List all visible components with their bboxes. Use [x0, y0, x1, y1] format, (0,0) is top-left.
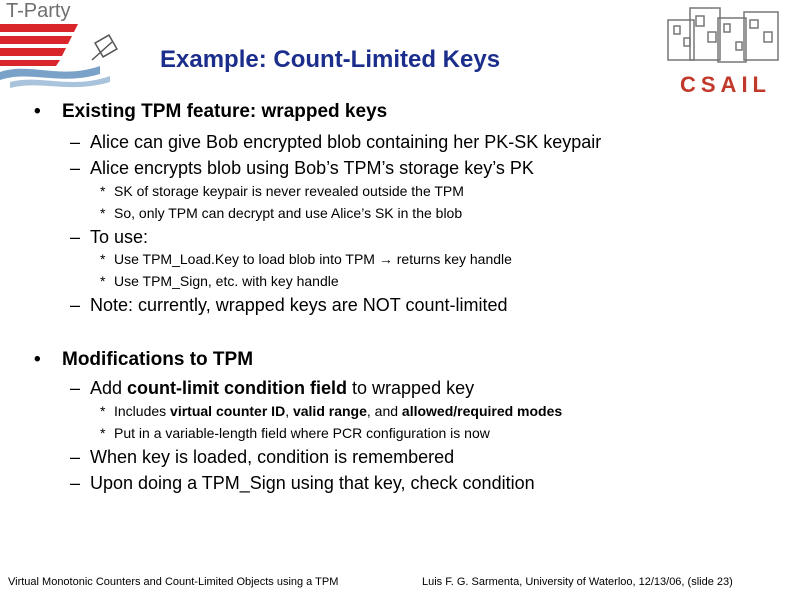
sub-sub-item — [100, 251, 512, 267]
sub-sub-text: So, only TPM can decrypt and use Alice’s SK in the blob — [114, 205, 463, 221]
dash-marker: – — [70, 378, 81, 398]
tparty-logo-icon — [0, 20, 140, 90]
dash-marker: – — [70, 227, 81, 247]
sub-sub-text: Includes — [114, 403, 171, 419]
sub-item — [70, 473, 535, 494]
star-marker: * — [100, 273, 106, 289]
csail-logo-text: CSAIL — [680, 72, 771, 97]
sub-text: Alice encrypts blob using Bob’s TPM’s storage key’s PK — [90, 158, 534, 178]
dash-marker: – — [70, 473, 81, 493]
star-marker: * — [100, 205, 106, 221]
sub-sub-text-bold: allowed/required modes — [401, 403, 563, 419]
dash-marker: – — [70, 447, 81, 467]
sub-item — [70, 132, 601, 153]
sub-sub-item — [100, 425, 490, 441]
sub-text: Note: currently, wrapped keys are NOT count-limited — [90, 295, 508, 315]
sub-sub-text-bold: virtual counter ID — [170, 403, 286, 419]
sub-sub-item — [100, 403, 562, 419]
sub-sub-text: returns key handle — [396, 251, 512, 267]
sub-sub-text-bold: valid range — [292, 403, 367, 419]
sub-text: Upon doing a TPM_Sign using that key, check condition — [90, 473, 535, 493]
star-marker: * — [100, 403, 106, 419]
sub-item — [70, 227, 148, 248]
sub-text: Add — [90, 378, 128, 398]
sub-text: Alice can give Bob encrypted blob containing her PK-SK keypair — [90, 132, 602, 152]
dash-marker: – — [70, 132, 81, 152]
dash-marker: – — [70, 158, 81, 178]
sub-sub-text: , — [285, 403, 293, 419]
sub-sub-text: , and — [366, 403, 402, 419]
sub-sub-item — [100, 205, 462, 221]
sub-sub-text: Use TPM_Sign, etc. with key handle — [114, 273, 339, 289]
sub-text: to wrapped key — [347, 378, 475, 398]
slide-title: Example: Count-Limited Keys — [160, 46, 501, 73]
star-marker: * — [100, 183, 106, 199]
sub-sub-text: Use TPM_Load.Key to load blob into TPM — [114, 251, 375, 267]
footer-right: Luis F. G. Sarmenta, University of Waterloo, 12/13/06, (slide 23) — [422, 576, 733, 588]
star-marker: * — [100, 425, 106, 441]
bullet-existing-tpm — [34, 101, 387, 123]
bullet-marker: • — [34, 349, 41, 370]
sub-item — [70, 447, 454, 468]
dash-marker: – — [70, 295, 81, 315]
sub-sub-text: Put in a variable-length field where PCR configuration is now — [114, 425, 490, 441]
bullet-marker: • — [34, 101, 41, 122]
sub-item — [70, 295, 508, 316]
bullet-text: Modifications to TPM — [62, 349, 254, 370]
tparty-logo-text: T-Party — [6, 0, 71, 22]
footer-left: Virtual Monotonic Counters and Count-Limited Objects using a TPM — [8, 576, 339, 588]
sub-text: To use: — [90, 227, 149, 247]
sub-text: When key is loaded, condition is remembered — [90, 447, 455, 467]
sub-text-bold: count-limit condition field — [127, 378, 348, 398]
star-marker: * — [100, 251, 106, 267]
sub-item — [70, 378, 474, 399]
sub-sub-item — [100, 273, 339, 289]
bullet-text: Existing TPM feature: wrapped keys — [62, 101, 388, 122]
sub-sub-item — [100, 183, 464, 199]
sub-sub-text: SK of storage keypair is never revealed outside the TPM — [114, 183, 464, 199]
csail-building-icon — [662, 2, 788, 70]
arrow-icon: → — [378, 251, 393, 267]
bullet-modifications — [34, 349, 253, 371]
sub-item — [70, 158, 534, 179]
